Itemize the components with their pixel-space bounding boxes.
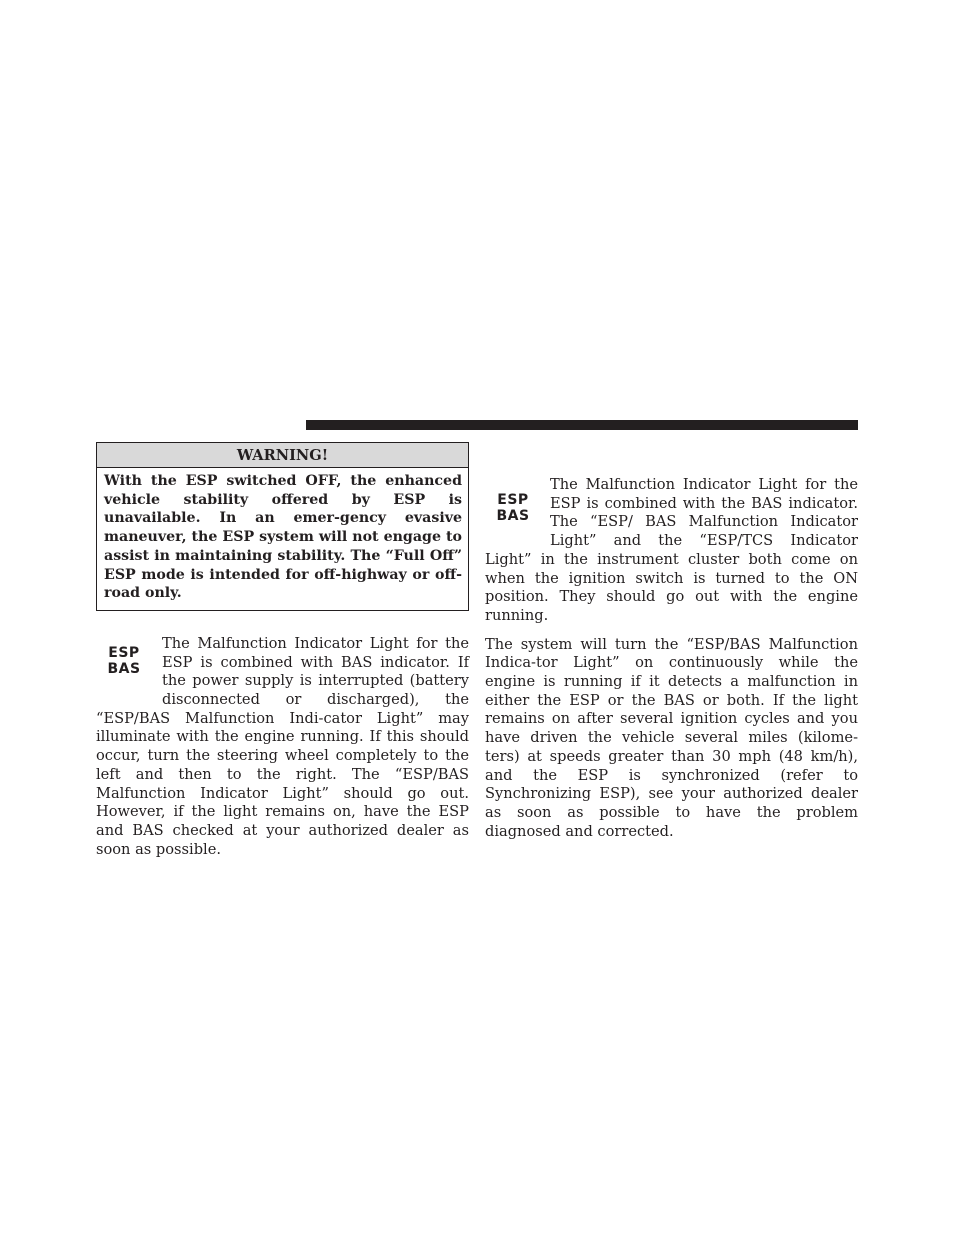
icon-line-bas: BAS <box>496 508 530 524</box>
warning-body: With the ESP switched OFF, the enhanced vehicle stability offered by ESP is unavailable. In an emer-gency evasive maneuver, the ESP system will not engage to assist in maintaining stability. The “Full Off” ESP mode is intended for off-highway or off-road only. <box>104 473 462 602</box>
left-paragraph-block <box>96 635 469 859</box>
section-header-rule <box>306 420 858 430</box>
warning-box <box>96 442 469 611</box>
right-column <box>485 476 858 841</box>
icon-line-bas: BAS <box>107 660 141 677</box>
esp-bas-indicator-icon <box>96 641 152 697</box>
esp-bas-indicator-icon <box>485 488 541 544</box>
left-paragraph: The Malfunction Indicator Light for the ESP is combined with BAS indicator. If the power supply is interrupted (battery disconnected or discharged), the “ESP/BAS Malfunction Indi-cator Light” may illuminate with the engine running. If this should occur, turn the steering wheel completely to the left and then to the right. The “ESP/BAS Malfunction Indicator Light” should go out. However, if the light remains on, have the ESP and BAS checked at your authorized dealer as soon as possible. <box>96 634 469 858</box>
warning-title: WARNING! <box>97 443 468 468</box>
icon-line-esp: ESP <box>108 644 140 661</box>
right-paragraph-block-1 <box>485 476 858 626</box>
right-paragraph-2: The system will turn the “ESP/BAS Malfunction Indica-tor Light” on continuously while the engine is running if it detects a malfunction in either the ESP or the BAS or both. If the light remains on after several ignition cycles and you have driven the vehicle several miles (kilome-ters) at speeds greater than 30 mph (48 km/h), and the ESP is synchronized (refer to Synchronizing ESP), see your authorized dealer as soon as possible to have the problem diagnosed and corrected. <box>485 635 858 840</box>
icon-line-esp: ESP <box>497 492 529 508</box>
right-paragraph-1: The Malfunction Indicator Light for the ESP is combined with the BAS indicator. The “ESP/ BAS Malfunction Indicator Light” and the “ESP/TCS Indicator Light” in the instrument cluster both come on when the ignition switch is turned to the ON position. They should go out with the engine running. <box>485 476 858 624</box>
left-column <box>96 442 469 859</box>
